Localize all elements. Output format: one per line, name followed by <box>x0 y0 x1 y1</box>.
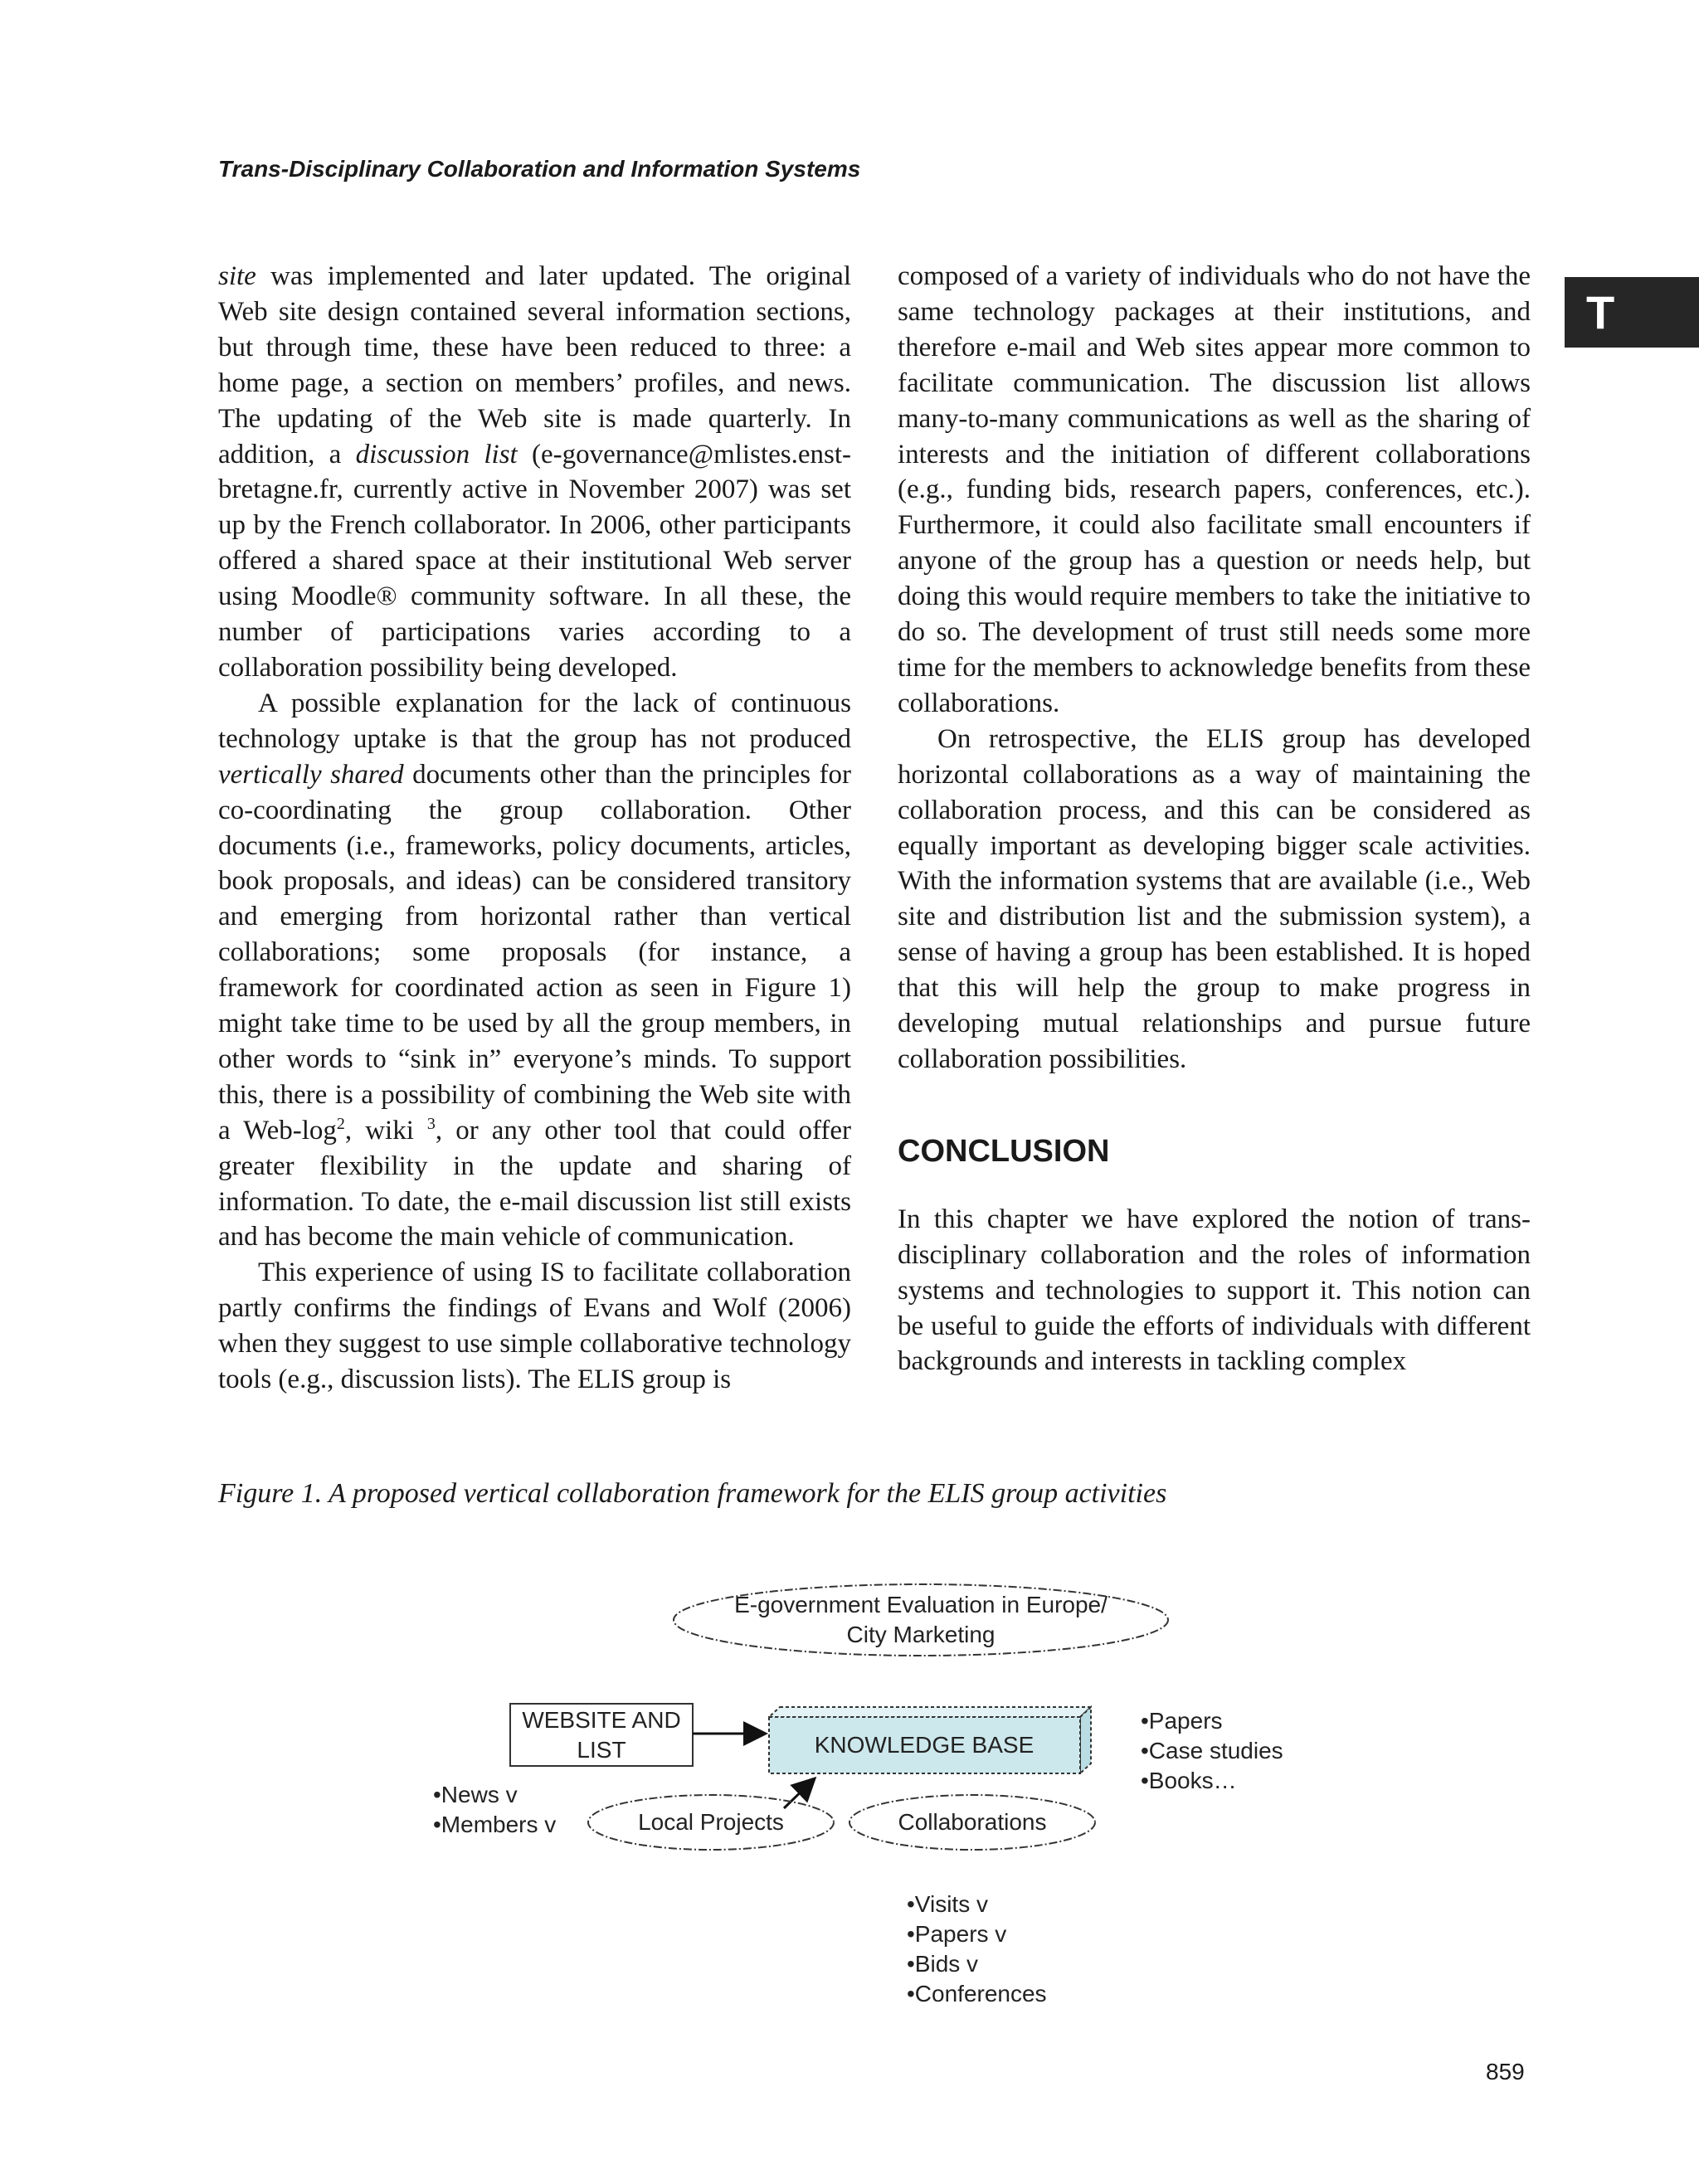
left-paragraph-3: This experience of using IS to facilitate collaboration partly confirms the findings of Evans and Wolf (2006) when they suggest to use simple collaborative technology tools (e.g., discussion lists). The ELIS group is <box>218 1257 851 1395</box>
knowledge-base-top-face <box>769 1707 1091 1717</box>
figure-1-diagram <box>415 1568 1327 2016</box>
footnote-ref-2: 2 <box>336 1114 345 1133</box>
knowledge-base-side-face <box>1080 1707 1091 1773</box>
chapter-letter-tab: T <box>1565 277 1699 348</box>
conclusion-heading: CONCLUSION <box>898 1133 1110 1169</box>
bullet-item: •News v <box>433 1782 518 1807</box>
bullet-item: •Papers <box>1141 1708 1223 1734</box>
right-paragraph-1: composed of a variety of individuals who do not have the same technology packages at their institutions, and therefore e-mail and Web sites appear more common to facilitate communication. The discussion list allows many-to-many communications as well as the sharing of interests and the initiation of different collaborations (e.g., funding bids, research papers, conferences, etc.). Furthermore, it could also facilitate small encounters if anyone of the group has a question or needs help, but doing this would require members to take the initiative to do so. The development of trust still needs some more time for the members to acknowledge benefits from these collaborations. <box>898 261 1531 718</box>
left-text-column <box>218 259 851 1398</box>
running-head-title: Trans-Disciplinary Collaboration and Information Systems <box>218 156 861 182</box>
right-text-column <box>898 259 1531 1379</box>
bullet-item: •Conferences <box>907 1981 1047 2006</box>
knowledge-base-label: KNOWLEDGE BASE <box>814 1732 1034 1758</box>
local-projects-to-kb-arrow <box>784 1780 813 1808</box>
local-projects-label: Local Projects <box>638 1809 784 1835</box>
bullet-item: •Papers v <box>907 1921 1007 1947</box>
knowledge-base-bullet-list <box>1141 1706 1283 1796</box>
bullet-item: •Bids v <box>907 1951 979 1977</box>
bullet-item: •Books… <box>1141 1768 1237 1793</box>
bullet-item: •Visits v <box>907 1891 988 1917</box>
top-ellipse-label: E-government Evaluation in Europe/ City Marketing <box>734 1592 1108 1647</box>
bullet-item: •Members v <box>433 1812 557 1837</box>
page-number: 859 <box>1486 2059 1525 2084</box>
figure-caption: Figure 1. A proposed vertical collaboration framework for the ELIS group activities <box>218 1478 1167 1509</box>
right-paragraph-3: In this chapter we have explored the notion of trans-disciplinary collaboration and the roles of information systems and technologies to support it. This notion can be useful to guide the efforts of individuals with different backgrounds and interests in tackling complex <box>898 1204 1531 1377</box>
left-paragraph-1: site was implemented and later updated. The original Web site design contained several information sections, but through time, these have been reduced to three: a home page, a section on members’ profiles, and news. The updating of the Web site is made quarterly. In addition, a discussion list (e-governance@mlistes.enst-bretagne.fr, currently active in November 2007) was set up by the French collaborator. In 2006, other participants offered a shared space at their institutional Web server using Moodle® community software. In all these, the number of participations varies according to a collaboration possibility being developed. <box>218 261 851 683</box>
left-paragraph-2: A possible explanation for the lack of continuous technology uptake is that the group has not produced vertically shared documents other than the principles for co-coordinating the group collaboration. Other documents (i.e., frameworks, policy documents, articles, book proposals, and ideas) can be considered transitory and emerging from horizontal rather than vertical collaborations; some proposals (for instance, a framework for coordinated action as seen in Figure 1) might take time to be used by all the group members, in other words to “sink in” everyone’s minds. To support this, there is a possibility of combining the Web site with a Web-$\log^2$, wiki $^3$, or any other tool that could offer greater flexibility in the update and sharing of information. To date, the e-mail discussion list still exists and has become the main vehicle of communication. <box>218 688 851 1253</box>
collaborations-bullet-list <box>907 1890 1047 2009</box>
website-box-label: WEBSITE AND LIST <box>522 1707 681 1763</box>
footnote-ref-3: 3 <box>426 1114 436 1133</box>
right-paragraph-2: On retrospective, the ELIS group has developed horizontal collaborations as a way of maintaining the collaboration process, and this can be considered as equally important as developing bigger scale activities. With the information systems that are available (i.e., Web site and distribution list and the submission system), a sense of having a group has been established. It is hoped that this will help the group to make progress in developing mutual relationships and pursue future collaboration possibilities. <box>898 723 1531 1074</box>
bullet-item: •Case studies <box>1141 1738 1283 1763</box>
collaborations-label: Collaborations <box>898 1809 1047 1835</box>
website-bullet-list <box>433 1780 556 1840</box>
